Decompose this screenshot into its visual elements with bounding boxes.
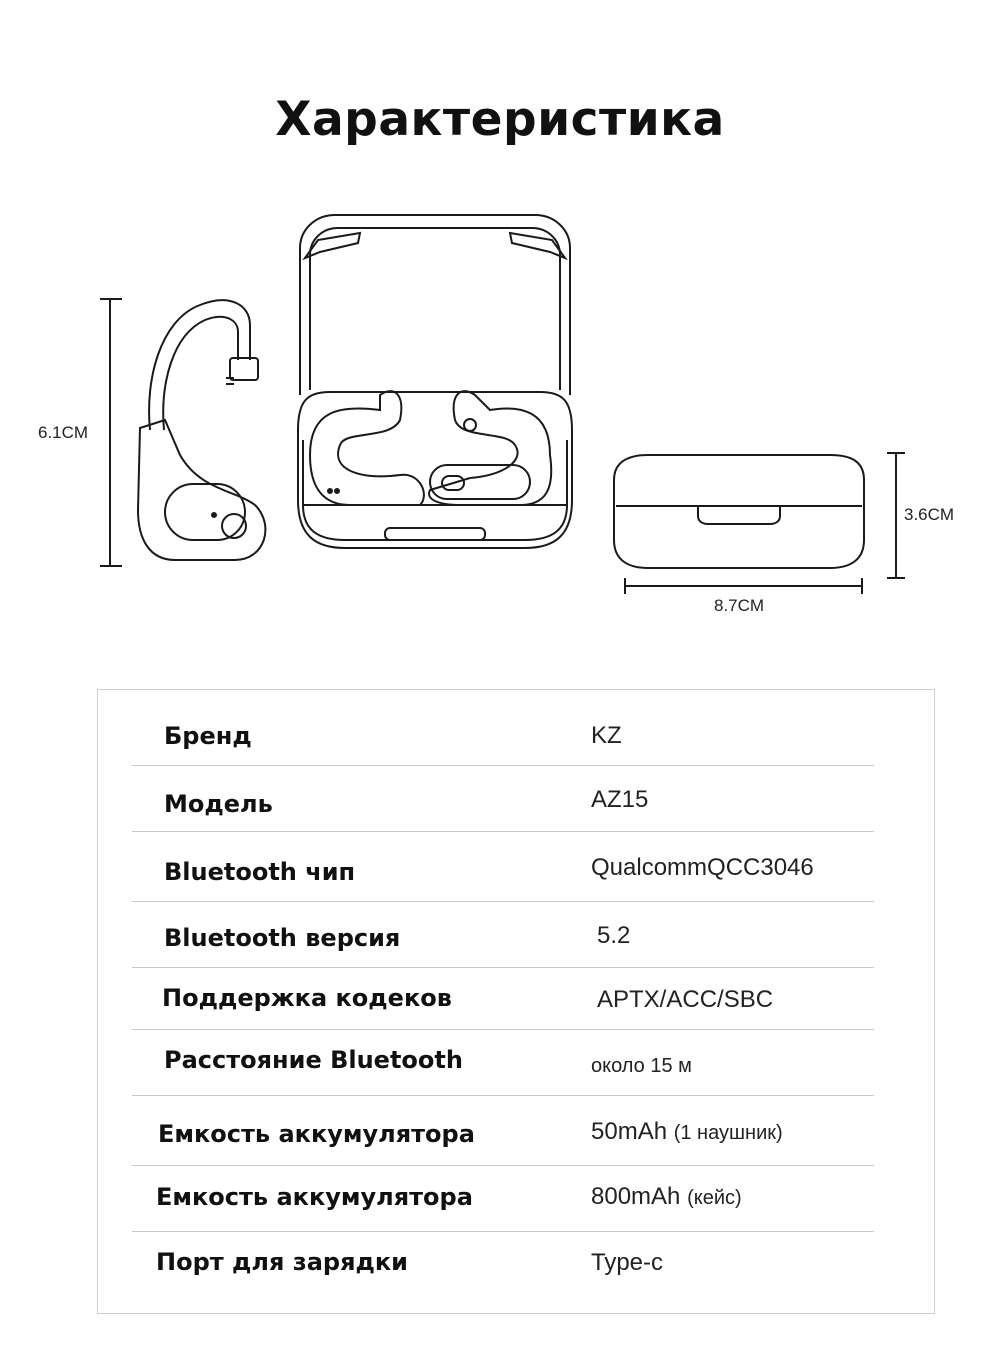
hook-height-label: 6.1CM [38, 423, 89, 442]
spec-value: AZ15 [591, 786, 649, 813]
spec-label: Расстояние Bluetooth [164, 1046, 463, 1074]
spec-label: Bluetooth версия [164, 924, 401, 952]
spec-value: KZ [591, 722, 622, 749]
spec-row-bt-chip [132, 832, 874, 902]
spec-label: Емкость аккумулятора [156, 1183, 473, 1211]
spec-label: Модель [164, 790, 273, 818]
spec-table [97, 689, 935, 1314]
spec-row-battery-case [132, 1166, 874, 1232]
spec-row-charging-port [132, 1232, 874, 1296]
case-width-label: 8.7CM [714, 596, 765, 615]
spec-label: Порт для зарядки [156, 1248, 408, 1276]
spec-label: Емкость аккумулятора [158, 1120, 475, 1148]
spec-note: (кейс) [687, 1187, 742, 1209]
spec-note: (1 наушник) [673, 1122, 783, 1144]
spec-value: Type-c [591, 1249, 664, 1276]
spec-value: APTX/ACC/SBC [597, 986, 774, 1013]
spec-row-battery-earbud [132, 1096, 874, 1166]
spec-row-model [132, 766, 874, 832]
case-height-dimension-line [887, 453, 905, 578]
spec-row-bt-version [132, 902, 874, 968]
spec-value: 800mAh [591, 1183, 681, 1210]
spec-value: 5.2 [597, 922, 631, 949]
spec-value: QualcommQCC3046 [591, 854, 814, 881]
spec-row-bt-range [132, 1030, 874, 1096]
case-width-dimension-line [625, 578, 862, 594]
spec-value-group [591, 1183, 742, 1211]
earhook-drawing [138, 300, 265, 560]
open-case-drawing [298, 215, 572, 548]
hook-height-dimension-line [100, 299, 122, 566]
closed-case-drawing [614, 455, 864, 568]
spec-label: Бренд [164, 722, 252, 750]
spec-label: Поддержка кодеков [162, 984, 452, 1012]
spec-row-codecs [132, 968, 874, 1030]
spec-value: 50mAh [591, 1118, 668, 1145]
spec-row-brand [132, 708, 874, 766]
spec-value: около 15 м [591, 1055, 692, 1077]
spec-label: Bluetooth чип [164, 858, 356, 886]
case-height-label: 3.6CM [904, 505, 955, 524]
product-illustration [0, 0, 1000, 660]
spec-value-group [591, 1118, 783, 1146]
page-title: Характеристика [275, 92, 725, 147]
